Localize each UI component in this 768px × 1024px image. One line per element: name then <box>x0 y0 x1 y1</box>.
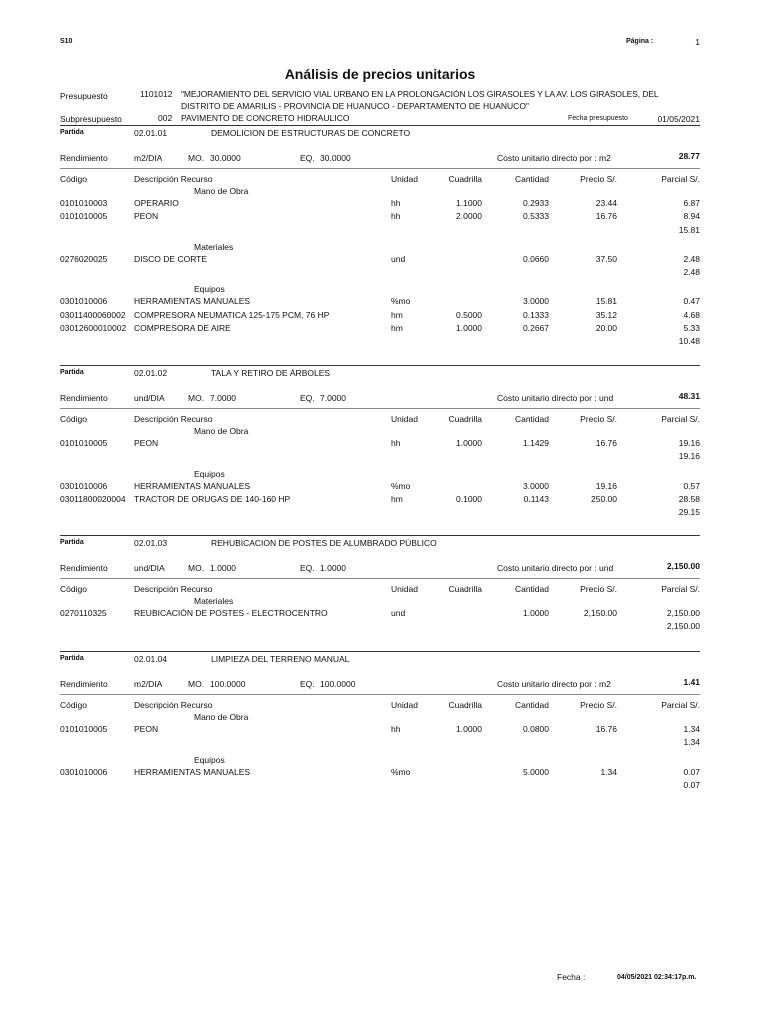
group-subtotal: 15.81 <box>678 224 700 235</box>
partida-code: 02.01.04 <box>134 654 168 664</box>
page-title: Análisis de precios unitarios <box>284 66 476 82</box>
cell-parcial: 28.58 <box>678 493 700 504</box>
cell-parcial: 0.07 <box>683 766 700 777</box>
page-label: Página : <box>626 38 654 45</box>
cell-codigo: 0101010005 <box>60 724 108 735</box>
presupuesto-label: Presupuesto <box>60 91 108 101</box>
cell-descripcion: COMPRESORA DE AIRE <box>134 322 231 333</box>
col-parcial: Parcial S/. <box>661 414 700 424</box>
cell-codigo: 0101010005 <box>60 211 108 222</box>
cell-codigo: 03011400060002 <box>60 309 126 320</box>
cell-cantidad: 0.0660 <box>523 253 549 264</box>
cell-unidad: %mo <box>391 296 411 307</box>
col-descripcion: Descripción Recurso <box>134 700 213 710</box>
fecha-presupuesto-label: Fecha presupuesto <box>568 115 628 122</box>
cell-precio: 15.81 <box>595 296 617 307</box>
fecha-label: Fecha : <box>557 972 586 982</box>
rendimiento-unit: m2/DIA <box>134 679 163 689</box>
cell-cantidad: 3.0000 <box>523 480 549 491</box>
cell-codigo: 0101010005 <box>60 438 108 449</box>
col-cantidad: Cantidad <box>514 174 549 184</box>
cell-unidad: hm <box>391 309 403 320</box>
cell-cantidad: 1.1429 <box>523 438 549 449</box>
col-precio: Precio S/. <box>580 414 617 424</box>
col-codigo: Código <box>60 174 87 184</box>
col-codigo: Código <box>60 414 87 424</box>
partida-code: 02.01.01 <box>134 128 168 138</box>
cell-codigo: 0270110325 <box>60 608 107 619</box>
col-parcial: Parcial S/. <box>661 174 700 184</box>
group-subtotal: 19.16 <box>678 451 700 462</box>
cell-cuadrilla: 1.0000 <box>456 322 482 333</box>
rendimiento-label: Rendimiento <box>60 563 108 573</box>
subpresupuesto-code: 002 <box>158 113 173 123</box>
col-cuadrilla: Cuadrilla <box>448 174 482 184</box>
cell-precio: 16.76 <box>595 724 617 735</box>
cell-parcial: 19.16 <box>678 438 700 449</box>
costo-unitario-label: Costo unitario directo por : und <box>497 563 614 573</box>
col-precio: Precio S/. <box>580 700 617 710</box>
eq-label: EQ. <box>300 393 315 403</box>
group-title: Equipos <box>194 754 225 765</box>
cell-parcial: 4.68 <box>683 309 700 320</box>
cell-cuadrilla: 1.0000 <box>456 724 482 735</box>
cell-unidad: %mo <box>391 766 411 777</box>
eq-label: EQ. <box>300 679 315 689</box>
col-cuadrilla: Cuadrilla <box>448 700 482 710</box>
cell-parcial: 0.57 <box>683 480 700 491</box>
cell-cantidad: 0.5333 <box>523 211 549 222</box>
mo-value: 100.0000 <box>210 679 246 689</box>
fecha-presupuesto-value: 01/05/2021 <box>657 114 700 124</box>
col-cantidad: Cantidad <box>514 584 549 594</box>
partida-name: TALA Y RETIRO DE ÁRBOLES <box>211 368 331 378</box>
group-subtotal: 1.34 <box>683 737 700 748</box>
rendimiento-unit: und/DIA <box>134 393 165 403</box>
col-unidad: Unidad <box>391 174 418 184</box>
cell-precio: 20.00 <box>595 322 617 333</box>
cell-parcial: 2.48 <box>683 253 700 264</box>
cell-unidad: %mo <box>391 480 411 491</box>
group-subtotal: 2.48 <box>683 267 700 278</box>
cell-cuadrilla: 0.5000 <box>456 309 482 320</box>
cell-descripcion: DISCO DE CORTE <box>134 253 208 264</box>
col-cuadrilla: Cuadrilla <box>448 414 482 424</box>
costo-unitario-value: 28.77 <box>678 151 700 161</box>
cell-codigo: 03011800020004 <box>60 493 126 504</box>
costo-unitario-label: Costo unitario directo por : und <box>497 393 614 403</box>
eq-label: EQ. <box>300 563 315 573</box>
cell-codigo: 0301010006 <box>60 480 108 491</box>
cell-descripcion: PEON <box>134 438 159 449</box>
cell-parcial: 5.33 <box>683 322 700 333</box>
rendimiento-unit: m2/DIA <box>134 153 163 163</box>
col-codigo: Código <box>60 700 87 710</box>
group-subtotal: 29.15 <box>678 507 700 518</box>
col-descripcion: Descripción Recurso <box>134 174 213 184</box>
group-title: Materiales <box>194 596 234 606</box>
presupuesto-name-line2: DISTRITO DE AMARILIS - PROVINCIA DE HUANUCO - DEPARTAMENTO DE HUANUCO" <box>181 101 529 111</box>
costo-unitario-value: 48.31 <box>678 391 700 401</box>
col-descripcion: Descripción Recurso <box>134 414 213 424</box>
partida-name: REHUBICACION DE POSTES DE ALUMBRADO PÚBLICO <box>211 538 437 548</box>
cell-codigo: 0276020025 <box>60 253 108 264</box>
cell-precio: 19.16 <box>595 480 617 491</box>
costo-unitario-value: 1.41 <box>683 677 700 687</box>
col-parcial: Parcial S/. <box>661 700 700 710</box>
table-header-separator <box>60 408 700 409</box>
eq-value: 30.0000 <box>320 153 351 163</box>
cell-codigo: 0301010006 <box>60 766 108 777</box>
cell-parcial: 1.34 <box>683 724 700 735</box>
cell-descripcion: HERRAMIENTAS MANUALES <box>134 766 251 777</box>
cell-precio: 37.50 <box>595 253 617 264</box>
mo-value: 30.0000 <box>210 153 241 163</box>
rendimiento-label: Rendimiento <box>60 153 108 163</box>
mo-value: 1.0000 <box>210 563 236 573</box>
cell-cantidad: 5.0000 <box>523 766 549 777</box>
partida-name: DEMOLICION DE ESTRUCTURAS DE CONCRETO <box>211 128 411 138</box>
cell-precio: 2,150.00 <box>583 608 617 619</box>
partida-separator <box>60 365 700 366</box>
partida-separator <box>60 651 700 652</box>
cell-precio: 23.44 <box>595 198 617 209</box>
cell-codigo: 0301010006 <box>60 296 108 307</box>
mo-label: MO. <box>188 679 205 689</box>
partida-label: Partida <box>60 539 84 546</box>
partida-label: Partida <box>60 129 84 136</box>
cell-cuadrilla: 2.0000 <box>456 211 482 222</box>
subpresupuesto-name: PAVIMENTO DE CONCRETO HIDRAULICO <box>181 113 350 123</box>
cell-cantidad: 3.0000 <box>523 296 549 307</box>
rendimiento-unit: und/DIA <box>134 563 165 573</box>
cell-parcial: 6.87 <box>683 198 700 209</box>
table-header-separator <box>60 168 700 169</box>
cell-codigo: 03012600010002 <box>60 322 127 333</box>
mo-label: MO. <box>188 153 205 163</box>
rendimiento-label: Rendimiento <box>60 679 108 689</box>
cell-cuadrilla: 1.0000 <box>456 438 482 449</box>
group-title: Equipos <box>194 284 225 295</box>
group-title: Mano de Obra <box>194 712 249 722</box>
costo-unitario-label: Costo unitario directo por : m2 <box>497 153 611 163</box>
subpresupuesto-label: Subpresupuesto <box>60 114 122 124</box>
cell-descripcion: HERRAMIENTAS MANUALES <box>134 296 251 307</box>
cell-descripcion: OPERARIO <box>134 198 179 209</box>
cell-descripcion: HERRAMIENTAS MANUALES <box>134 480 251 491</box>
partida-code: 02.01.03 <box>134 538 168 548</box>
mo-label: MO. <box>188 563 205 573</box>
cell-descripcion: TRACTOR DE ORUGAS DE 140-160 HP <box>134 493 291 504</box>
col-descripcion: Descripción Recurso <box>134 584 213 594</box>
cell-cantidad: 0.1143 <box>523 493 549 504</box>
cell-cantidad: 1.0000 <box>523 608 549 619</box>
cell-precio: 1.34 <box>600 766 617 777</box>
cell-cantidad: 0.0800 <box>523 724 549 735</box>
fecha-value: 04/05/2021 02:34:17p.m. <box>617 974 697 981</box>
cell-precio: 250.00 <box>591 493 617 504</box>
col-unidad: Unidad <box>391 584 418 594</box>
group-subtotal: 0.07 <box>683 779 700 790</box>
cell-descripcion: COMPRESORA NEUMATICA 125-175 PCM, 76 HP <box>134 309 330 320</box>
col-cantidad: Cantidad <box>514 700 549 710</box>
mo-label: MO. <box>188 393 205 403</box>
cell-parcial: 8.94 <box>683 211 700 222</box>
col-precio: Precio S/. <box>580 174 617 184</box>
eq-value: 7.0000 <box>320 393 346 403</box>
col-cuadrilla: Cuadrilla <box>448 584 482 594</box>
group-subtotal: 10.48 <box>678 336 700 347</box>
cell-unidad: und <box>391 253 406 264</box>
table-header-separator <box>60 578 700 579</box>
cell-descripcion: REUBICACIÓN DE POSTES - ELECTROCENTRO <box>134 608 328 619</box>
rendimiento-label: Rendimiento <box>60 393 108 403</box>
page-number: 1 <box>695 37 700 47</box>
partida-label: Partida <box>60 655 84 662</box>
col-codigo: Código <box>60 584 87 594</box>
group-subtotal: 2,150.00 <box>666 621 700 632</box>
cell-descripcion: PEON <box>134 211 159 222</box>
group-title: Mano de Obra <box>194 186 249 196</box>
partida-code: 02.01.02 <box>134 368 168 378</box>
report-code: S10 <box>60 38 73 45</box>
cell-cuadrilla: 1.1000 <box>456 198 482 209</box>
costo-unitario-label: Costo unitario directo por : m2 <box>497 679 611 689</box>
cell-descripcion: PEON <box>134 724 159 735</box>
group-title: Equipos <box>194 468 225 479</box>
partida-separator <box>60 125 700 126</box>
cell-precio: 16.76 <box>595 211 617 222</box>
cell-unidad: hm <box>391 322 403 333</box>
costo-unitario-value: 2,150.00 <box>666 561 700 571</box>
group-title: Mano de Obra <box>194 426 249 436</box>
partida-label: Partida <box>60 369 84 376</box>
cell-unidad: hm <box>391 493 403 504</box>
table-header-separator <box>60 694 700 695</box>
cell-unidad: hh <box>391 438 401 449</box>
cell-unidad: hh <box>391 198 401 209</box>
cell-unidad: hh <box>391 724 401 735</box>
cell-unidad: und <box>391 608 406 619</box>
eq-value: 1.0000 <box>320 563 346 573</box>
cell-codigo: 0101010003 <box>60 198 108 209</box>
presupuesto-code: 1101012 <box>140 89 173 99</box>
cell-unidad: hh <box>391 211 401 222</box>
col-unidad: Unidad <box>391 414 418 424</box>
col-unidad: Unidad <box>391 700 418 710</box>
group-title: Materiales <box>194 241 234 252</box>
partida-name: LIMPIEZA DEL TERRENO MANUAL <box>211 654 350 664</box>
cell-cantidad: 0.2667 <box>523 322 549 333</box>
cell-cuadrilla: 0.1000 <box>456 493 482 504</box>
presupuesto-name-line1: "MEJORAMIENTO DEL SERVICIO VIAL URBANO EN LA PROLONGACIÓN LOS GIRASOLES Y LA AV. LOS GIRASOLES, DEL <box>181 89 659 99</box>
cell-cantidad: 0.1333 <box>523 309 549 320</box>
eq-label: EQ. <box>300 153 315 163</box>
eq-value: 100.0000 <box>320 679 356 689</box>
col-cantidad: Cantidad <box>514 414 549 424</box>
col-precio: Precio S/. <box>580 584 617 594</box>
col-parcial: Parcial S/. <box>661 584 700 594</box>
cell-cantidad: 0.2933 <box>523 198 549 209</box>
cell-parcial: 0.47 <box>683 296 700 307</box>
partida-separator <box>60 535 700 536</box>
mo-value: 7.0000 <box>210 393 236 403</box>
cell-parcial: 2,150.00 <box>666 608 700 619</box>
cell-precio: 35.12 <box>595 309 617 320</box>
cell-precio: 16.76 <box>595 438 617 449</box>
